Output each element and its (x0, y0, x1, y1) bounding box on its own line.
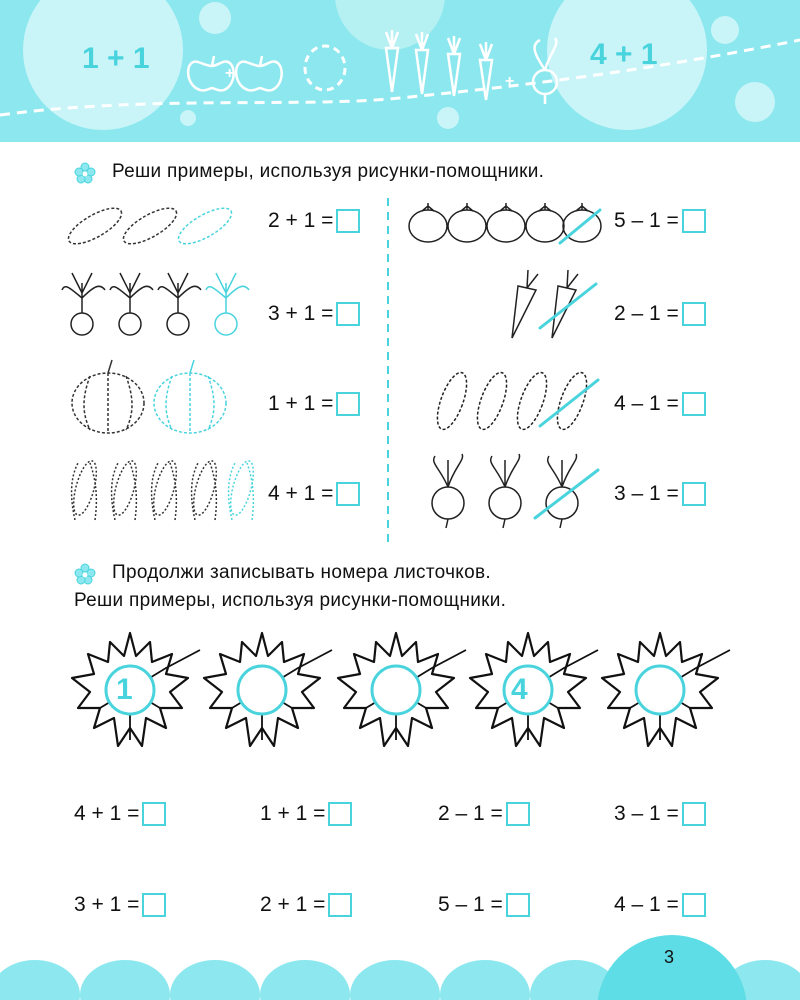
carrot-icon (512, 270, 538, 338)
answer-box[interactable] (142, 893, 166, 917)
equation-right-2: 2 – 1 = (614, 302, 706, 326)
equation-row2-1: 3 + 1 = (74, 893, 166, 917)
instruction-2-line-1: Продолжи записывать номера листочков. (112, 562, 491, 583)
flower-bullet-icon (74, 563, 96, 585)
equation-right-4: 3 – 1 = (614, 482, 706, 506)
onion-icon (62, 273, 105, 335)
header-plus: + (505, 73, 515, 90)
answer-box[interactable] (328, 802, 352, 826)
answer-box[interactable] (682, 392, 706, 416)
answer-box[interactable] (142, 802, 166, 826)
page-number: 3 (664, 947, 675, 967)
equation-left-1: 2 + 1 = (268, 209, 360, 233)
equation-right-1: 5 – 1 = (614, 209, 706, 233)
answer-box[interactable] (506, 802, 530, 826)
leaf-4 (470, 633, 598, 746)
equation-row1-3: 2 – 1 = (438, 802, 530, 826)
answer-box[interactable] (336, 209, 360, 233)
cucumber-icon (431, 369, 472, 433)
cucumber-icon (511, 369, 552, 433)
left-helper-pictures (60, 198, 265, 528)
tomato-icon (409, 203, 447, 242)
onion-icon (110, 273, 153, 335)
leaf-3 (338, 633, 466, 746)
answer-box[interactable] (328, 893, 352, 917)
strike-line (540, 284, 596, 328)
instruction-1: Реши примеры, используя рисунки-помощники. (112, 161, 545, 182)
cucumber-icon (119, 201, 182, 250)
equation-right-3: 4 – 1 = (614, 392, 706, 416)
corn-icon (69, 459, 101, 520)
answer-box[interactable] (336, 302, 360, 326)
beet-icon (546, 454, 578, 528)
vertical-divider (385, 198, 391, 543)
equation-left-3: 1 + 1 = (268, 392, 360, 416)
cucumber-icon (471, 369, 512, 433)
cucumber-icon (174, 201, 237, 250)
carrot-icon (552, 270, 578, 338)
leaf-2 (204, 633, 332, 746)
equation-row2-2: 2 + 1 = (260, 893, 352, 917)
tomato-icon (487, 203, 525, 242)
answer-box[interactable] (682, 482, 706, 506)
corn-icon (109, 459, 141, 520)
answer-box[interactable] (682, 209, 706, 233)
leaf-1 (72, 633, 200, 746)
pumpkin-icon (72, 360, 144, 433)
equation-row1-4: 3 – 1 = (614, 802, 706, 826)
onion-icon (158, 273, 201, 335)
answer-box[interactable] (682, 302, 706, 326)
footer-scallops (0, 930, 800, 1000)
header-expression-right: 4 + 1 (590, 38, 658, 71)
beet-icon (489, 454, 521, 528)
equation-row2-4: 4 – 1 = (614, 893, 706, 917)
equation-row1-2: 1 + 1 = (260, 802, 352, 826)
pumpkin-icon (154, 360, 226, 433)
leaf-number-4: 4 (511, 673, 528, 706)
header-expression-left: 1 + 1 (82, 42, 150, 75)
answer-box[interactable] (336, 392, 360, 416)
onion-icon (206, 273, 249, 335)
equation-left-4: 4 + 1 = (268, 482, 360, 506)
cucumber-icon (64, 201, 127, 250)
answer-box[interactable] (506, 893, 530, 917)
answer-box[interactable] (336, 482, 360, 506)
corn-icon (149, 459, 181, 520)
corn-icon (189, 459, 221, 520)
strike-line (540, 380, 598, 426)
right-helper-pictures (400, 198, 610, 533)
instruction-2-line-2: Реши примеры, используя рисунки-помощники. (74, 590, 507, 611)
corn-icon (226, 459, 258, 520)
tomato-icon (448, 203, 486, 242)
equation-left-2: 3 + 1 = (268, 302, 360, 326)
leaf-5 (602, 633, 730, 746)
answer-box[interactable] (682, 893, 706, 917)
header-plus: + (225, 65, 235, 82)
maple-leaves-row (60, 628, 750, 758)
leaf-number-1: 1 (116, 673, 133, 706)
equation-row1-1: 4 + 1 = (74, 802, 166, 826)
answer-box[interactable] (682, 802, 706, 826)
tomato-icon (526, 203, 564, 242)
beet-icon (432, 454, 464, 528)
flower-bullet-icon (74, 162, 96, 184)
equation-row2-3: 5 – 1 = (438, 893, 530, 917)
